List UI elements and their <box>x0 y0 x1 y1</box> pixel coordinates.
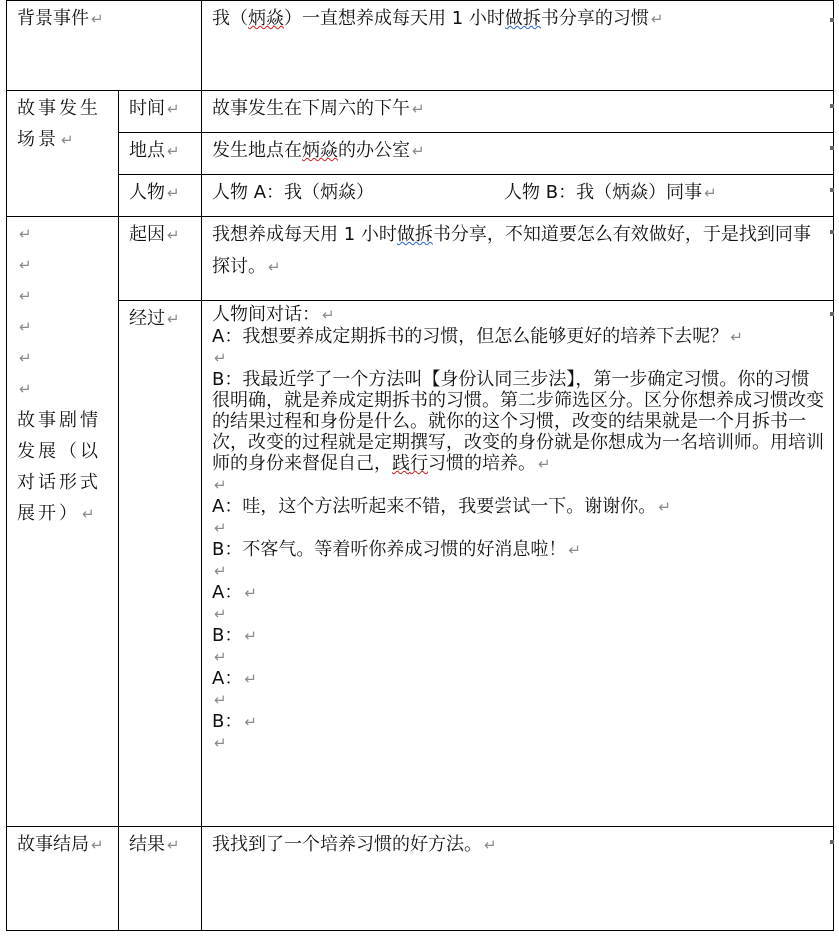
time-text: 故事发生在下周六的下午 <box>212 98 410 119</box>
paragraph-mark: ↵ <box>568 541 581 559</box>
ending-label-cell <box>7 827 119 931</box>
background-term: 做拆 <box>504 8 541 29</box>
cause-term: 做拆 <box>396 224 433 245</box>
paragraph-mark: ↵ <box>19 287 32 305</box>
paragraph-mark: ↵ <box>322 306 335 324</box>
paragraph-mark: ↵ <box>214 691 227 709</box>
plot-label: 故事剧情发展（以对话形式展开） <box>17 410 101 524</box>
process-label: 经过 <box>129 308 165 329</box>
time-text-cell <box>202 91 834 133</box>
paragraph-mark: ↵ <box>412 100 425 118</box>
paragraph-mark: ↵ <box>167 310 180 328</box>
row-end-marker <box>830 104 834 108</box>
place-prefix: 发生地点在 <box>212 140 302 161</box>
paragraph-mark: ↵ <box>538 455 551 473</box>
paragraph-mark: ↵ <box>214 605 227 623</box>
dialogue-line-5: A： <box>212 582 243 603</box>
paragraph-mark: ↵ <box>244 670 257 688</box>
paragraph-mark: ↵ <box>19 318 32 336</box>
background-row <box>7 1 834 91</box>
scene-place-row <box>7 133 834 175</box>
row-end-marker <box>830 18 834 22</box>
plot-label-cell <box>7 217 119 827</box>
dialogue-line-2: B：我最近学了一个方法叫【身份认同三步法】，第一步确定习惯。你的习惯很明确，就是养成定期拆书的习惯。第二步筛选区分。区分你想养成习惯改变的结果过程和身份是什么。就你的这个习惯，改变的结果就是一个月拆书一次，改变的过程就是定期撰写，改变的身份就是你想成为一名培训师。用培训师的身份来督促自己， <box>212 369 824 474</box>
paragraph-mark: ↵ <box>412 142 425 160</box>
scene-label-cell <box>7 91 119 217</box>
paragraph-mark: ↵ <box>704 184 717 202</box>
result-label-cell <box>119 827 202 931</box>
paragraph-mark: ↵ <box>650 10 664 28</box>
row-end-markers <box>830 0 839 950</box>
background-text-prefix: 我（ <box>212 8 248 29</box>
paragraph-mark: ↵ <box>167 226 180 244</box>
dialogue-line-2-squig-1: 践 <box>392 453 410 474</box>
paragraph-mark: ↵ <box>19 225 32 243</box>
paragraph-mark: ↵ <box>91 836 104 854</box>
person-b: 人物 B：我（炳焱）同事 <box>504 182 703 203</box>
scene-label: 故事发生场景 <box>17 98 101 150</box>
paragraph-mark: ↵ <box>214 519 227 537</box>
dialogue-title: 人物间对话： <box>212 304 320 325</box>
result-label: 结果 <box>129 834 165 855</box>
paragraph-mark: ↵ <box>214 476 227 494</box>
scene-people-row <box>7 175 834 217</box>
dialogue-line-7: A： <box>212 668 243 689</box>
row-end-marker <box>830 146 834 150</box>
cause-label-cell <box>119 217 202 301</box>
cause-label: 起因 <box>129 224 165 245</box>
cause-suffix: 书分享，不知道要怎么有效做好，于是找到同事探讨。 <box>212 224 811 277</box>
paragraph-mark: ↵ <box>61 131 74 149</box>
paragraph-mark: ↵ <box>167 142 180 160</box>
place-suffix: 的办公室 <box>338 140 410 161</box>
dialogue-line-2-squig-2: 行 <box>410 453 428 474</box>
paragraph-mark: ↵ <box>167 836 180 854</box>
background-name: 炳焱 <box>248 8 284 29</box>
paragraph-mark: ↵ <box>19 256 32 274</box>
place-name: 炳焱 <box>302 140 338 161</box>
story-table <box>6 0 834 931</box>
dialogue-line-8: B： <box>212 711 243 732</box>
paragraph-mark: ↵ <box>167 100 180 118</box>
paragraph-mark: ↵ <box>19 380 32 398</box>
cause-prefix: 我想养成每天用 1 小时 <box>212 224 397 245</box>
background-text-mid: ）一直想养成每天用 1 小时 <box>284 8 505 29</box>
paragraph-mark: ↵ <box>167 184 180 202</box>
background-label: 背景事件 <box>17 8 89 29</box>
row-end-marker <box>830 312 834 316</box>
place-label: 地点 <box>129 140 165 161</box>
dialogue-line-3: A：哇，这个方法听起来不错，我要尝试一下。谢谢你。 <box>212 496 657 517</box>
process-label-cell <box>119 301 202 827</box>
paragraph-mark: ↵ <box>244 627 257 645</box>
ending-label: 故事结局 <box>17 834 89 855</box>
people-label-cell <box>119 175 202 217</box>
dialogue-line-2-end: 习惯的培养。 <box>428 453 536 474</box>
paragraph-mark: ↵ <box>268 258 281 276</box>
paragraph-mark: ↵ <box>91 10 104 28</box>
paragraph-mark: ↵ <box>214 349 227 367</box>
plot-cause-row <box>7 217 834 301</box>
paragraph-mark: ↵ <box>658 498 671 516</box>
process-text-cell <box>202 301 834 827</box>
row-end-marker <box>830 188 834 192</box>
person-a: 人物 A：我（炳焱） <box>212 182 375 203</box>
background-label-cell <box>7 1 202 91</box>
paragraph-mark: ↵ <box>214 734 227 752</box>
time-label: 时间 <box>129 98 165 119</box>
cause-text-cell <box>202 217 834 301</box>
people-label: 人物 <box>129 182 165 203</box>
place-label-cell <box>119 133 202 175</box>
result-text: 我找到了一个培养习惯的好方法。 <box>212 834 482 855</box>
row-end-marker <box>830 840 834 844</box>
dialogue-line-6: B： <box>212 625 243 646</box>
background-text-suffix: 书分享的习惯 <box>540 8 649 29</box>
time-label-cell <box>119 91 202 133</box>
dialogue-line-1: A：我想要养成定期拆书的习惯，但怎么能够更好的培养下去呢？ <box>212 326 729 347</box>
paragraph-mark: ↵ <box>244 584 257 602</box>
scene-time-row <box>7 91 834 133</box>
row-end-marker <box>830 230 834 234</box>
paragraph-mark: ↵ <box>214 562 227 580</box>
paragraph-mark: ↵ <box>730 328 743 346</box>
paragraph-mark: ↵ <box>82 505 95 523</box>
paragraph-mark: ↵ <box>19 349 32 367</box>
people-text-cell <box>202 175 834 217</box>
paragraph-mark: ↵ <box>214 648 227 666</box>
ending-row <box>7 827 834 931</box>
background-text-cell <box>202 1 834 91</box>
plot-process-row <box>7 301 834 827</box>
result-text-cell <box>202 827 834 931</box>
dialogue-line-4: B：不客气。等着听你养成习惯的好消息啦！ <box>212 539 567 560</box>
paragraph-mark: ↵ <box>484 836 497 854</box>
place-text-cell <box>202 133 834 175</box>
paragraph-mark: ↵ <box>244 713 257 731</box>
